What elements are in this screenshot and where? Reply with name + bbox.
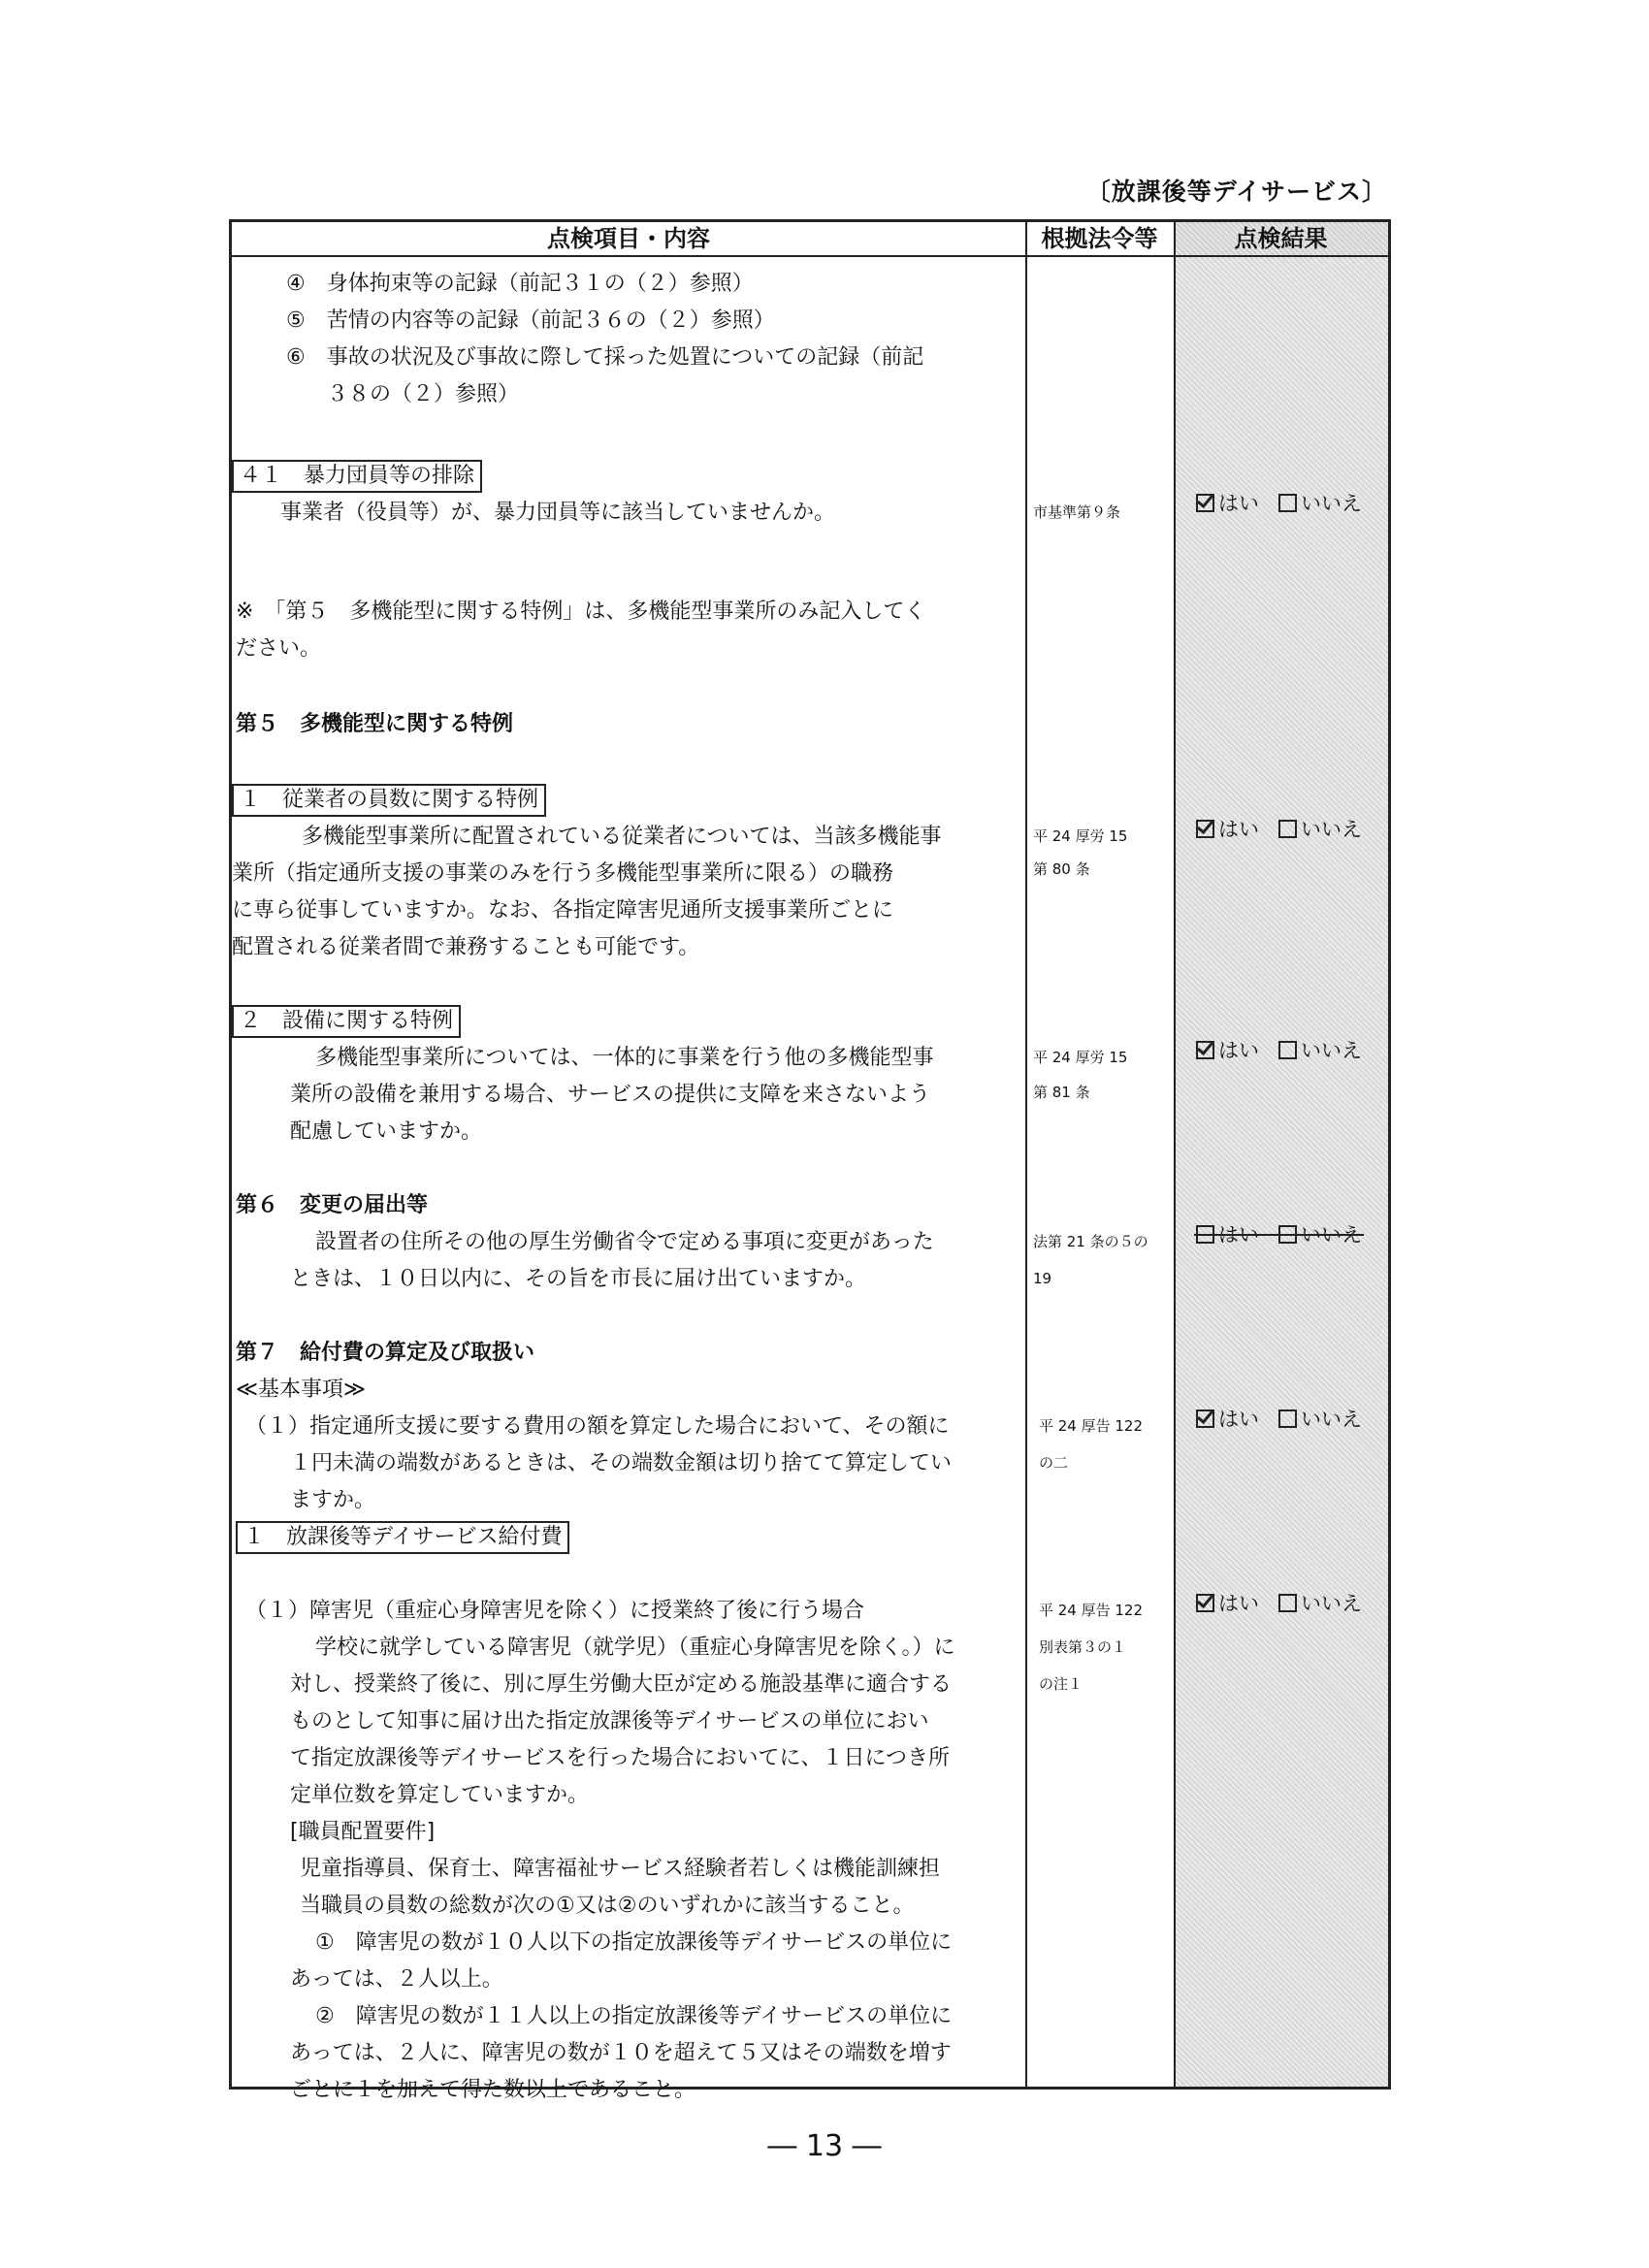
no-checkbox[interactable] [1278,1409,1297,1428]
result-ch5-s1 [1196,814,1362,843]
section-41-title: ４１ 暴力団員等の排除 [232,459,482,494]
yes-checkbox[interactable] [1196,820,1214,838]
ch7-item1-line-9: 当職員の員数の総数が次の①又は②のいずれかに該当すること。 [300,1894,915,1918]
ch5-s2-line-1: 多機能型事業所については、一体的に事業を行う他の多機能型事 [315,1046,934,1070]
ch7-item1-line-6: 定単位数を算定していますか。 [290,1783,590,1807]
ch5-s2-line-2: 業所の設備を兼用する場合、サービスの提供に支障を来さないよう [290,1083,931,1107]
no-label: いいえ [1301,1223,1362,1247]
strikethrough-line [1194,1234,1364,1236]
ch7-item1-law-1: 平 24 厚告 122 [1039,1602,1144,1619]
ch7-basic-line-3: ますか。 [290,1488,376,1512]
yes-checkbox[interactable] [1196,1041,1214,1059]
record-item-6: ⑥ 事故の状況及び事故に際して採った処置についての記録（前記 [286,345,924,370]
yes-label: はい [1218,1223,1259,1247]
header-law: 根拠法令等 [1041,225,1158,252]
ch5-s1-line-4: 配置される従業者間で兼務することも可能です。 [232,935,700,959]
ch5-s2-law-1: 平 24 厚労 15 [1033,1049,1128,1066]
section-41-text: 事業者（役員等）が、暴力団員等に該当していませんか。 [280,501,836,525]
ch7-basic-line-1: （１）指定通所支援に要する費用の額を算定した場合において、その額に [245,1414,950,1439]
section-41-law: 市基準第９条 [1033,503,1121,521]
no-label: いいえ [1301,1408,1362,1431]
result-ch5-s2 [1196,1035,1362,1064]
yes-checkbox[interactable] [1196,1594,1214,1612]
ch6-line-1: 設置者の住所その他の厚生労働省令で定める事項に変更があった [315,1230,934,1254]
no-checkbox[interactable] [1278,1594,1297,1612]
ch6-line-2: ときは、１０日以内に、その旨を市長に届け出ていますか。 [290,1267,867,1291]
ch7-basic-law-1: 平 24 厚告 122 [1039,1417,1144,1435]
ch5-s2-line-3: 配慮していますか。 [290,1119,483,1144]
ch7-item1-line-5: て指定放課後等デイサービスを行った場合においてに、１日につき所 [290,1746,951,1770]
yes-checkbox[interactable] [1196,1409,1214,1428]
note-line-2: ださい。 [236,636,322,661]
result-s41 [1196,488,1362,517]
record-item-4: ④ 身体拘束等の記録（前記３１の（２）参照） [286,272,754,296]
ch5-s2-law-2: 第 81 条 [1033,1084,1090,1101]
ch6-law-1: 法第 21 条の５の [1033,1233,1148,1250]
no-label: いいえ [1301,1039,1362,1062]
ch5-s2-title: ２ 設備に関する特例 [232,1004,461,1039]
ch7-item1-line-10: ① 障害児の数が１０人以下の指定放課後等デイサービスの単位に [315,1930,953,1955]
inspection-table [229,219,1391,2102]
ch5-s1-line-3: に専ら従事していますか。なお、各指定障害児通所支援事業所ごとに [232,898,894,923]
no-label: いいえ [1301,818,1362,841]
yes-label: はい [1218,1039,1259,1062]
ch5-s1-law-1: 平 24 厚労 15 [1033,827,1128,845]
header-result: 点検結果 [1174,222,1388,255]
ch7-item1-line-14: ごとに１を加えて得た数以上であること。 [290,2078,696,2102]
result-column-shading [1174,257,1388,2087]
document-category-label: 〔放課後等デイサービス〕 [1085,178,1387,206]
ch7-item1-line-3: 対し、授業終了後に、別に厚生労働大臣が定める施設基準に適合する [290,1672,953,1697]
yes-label: はい [1218,492,1259,515]
ch5-s1-line-1: 多機能型事業所に配置されている従業者については、当該多機能事 [302,825,942,849]
no-checkbox[interactable] [1278,1041,1297,1059]
column-divider-law [1025,222,1027,2087]
header-divider [232,255,1388,257]
ch5-s1-title: １ 従業者の員数に関する特例 [232,783,546,818]
ch7-basic-heading: ≪基本事項≫ [236,1377,367,1402]
no-checkbox[interactable] [1278,820,1297,838]
result-ch6 [1196,1219,1362,1248]
no-checkbox[interactable] [1278,494,1297,512]
ch5-s1-law-2: 第 80 条 [1033,860,1090,878]
chapter-5-title: 第５ 多機能型に関する特例 [236,712,514,736]
ch7-item1-line-8: 児童指導員、保育士、障害福祉サービス経験者若しくは機能訓練担 [300,1857,941,1881]
ch7-item1-line-2: 学校に就学している障害児（就学児）（重症心身障害児を除く。）に [315,1636,955,1660]
ch7-item1-line-1: （１）障害児（重症心身障害児を除く）に授業終了後に行う場合 [245,1599,865,1623]
header-item: 点検項目・内容 [547,225,710,252]
chapter-7-title: 第７ 給付費の算定及び取扱い [236,1341,535,1365]
page-number: ― 13 ― [767,2129,882,2163]
ch7-staff-heading: [職員配置要件] [290,1820,436,1844]
yes-label: はい [1218,1592,1259,1615]
ch7-basic-law-2: の二 [1039,1454,1069,1472]
ch7-item1-law-3: の注１ [1039,1675,1083,1693]
ch5-s1-line-2: 業所（指定通所支援の事業のみを行う多機能型事業所に限る）の職務 [232,861,894,886]
yes-label: はい [1218,1408,1259,1431]
ch7-s1-title: １ 放課後等デイサービス給付費 [236,1520,569,1555]
chapter-6-title: 第６ 変更の届出等 [236,1193,429,1217]
note-line-1: ※ 「第５ 多機能型に関する特例」は、多機能型事業所のみ記入してく [236,599,926,624]
yes-label: はい [1218,818,1259,841]
ch7-basic-line-2: １円未満の端数があるときは、その端数金額は切り捨てて算定してい [290,1451,953,1475]
ch7-item1-line-12: ② 障害児の数が１１人以上の指定放課後等デイサービスの単位に [315,2004,953,2028]
ch7-item1-line-11: あっては、２人以上。 [290,1967,503,1992]
no-label: いいえ [1301,1592,1362,1615]
ch7-item1-line-4: ものとして知事に届け出た指定放課後等デイサービスの単位におい [290,1709,929,1733]
no-label: いいえ [1301,492,1362,515]
record-item-6-cont: ３８の（２）参照） [327,382,520,406]
result-ch7-item1 [1196,1588,1362,1617]
ch6-law-2: 19 [1033,1270,1052,1287]
result-ch7-basic [1196,1404,1362,1433]
record-item-5: ⑤ 苦情の内容等の記録（前記３６の（２）参照） [286,308,775,333]
ch7-item1-line-13: あっては、２人に、障害児の数が１０を超えて５又はその端数を増す [290,2041,952,2065]
yes-checkbox[interactable] [1196,494,1214,512]
ch7-item1-law-2: 別表第３の１ [1039,1638,1127,1656]
column-divider-result [1174,222,1176,2087]
